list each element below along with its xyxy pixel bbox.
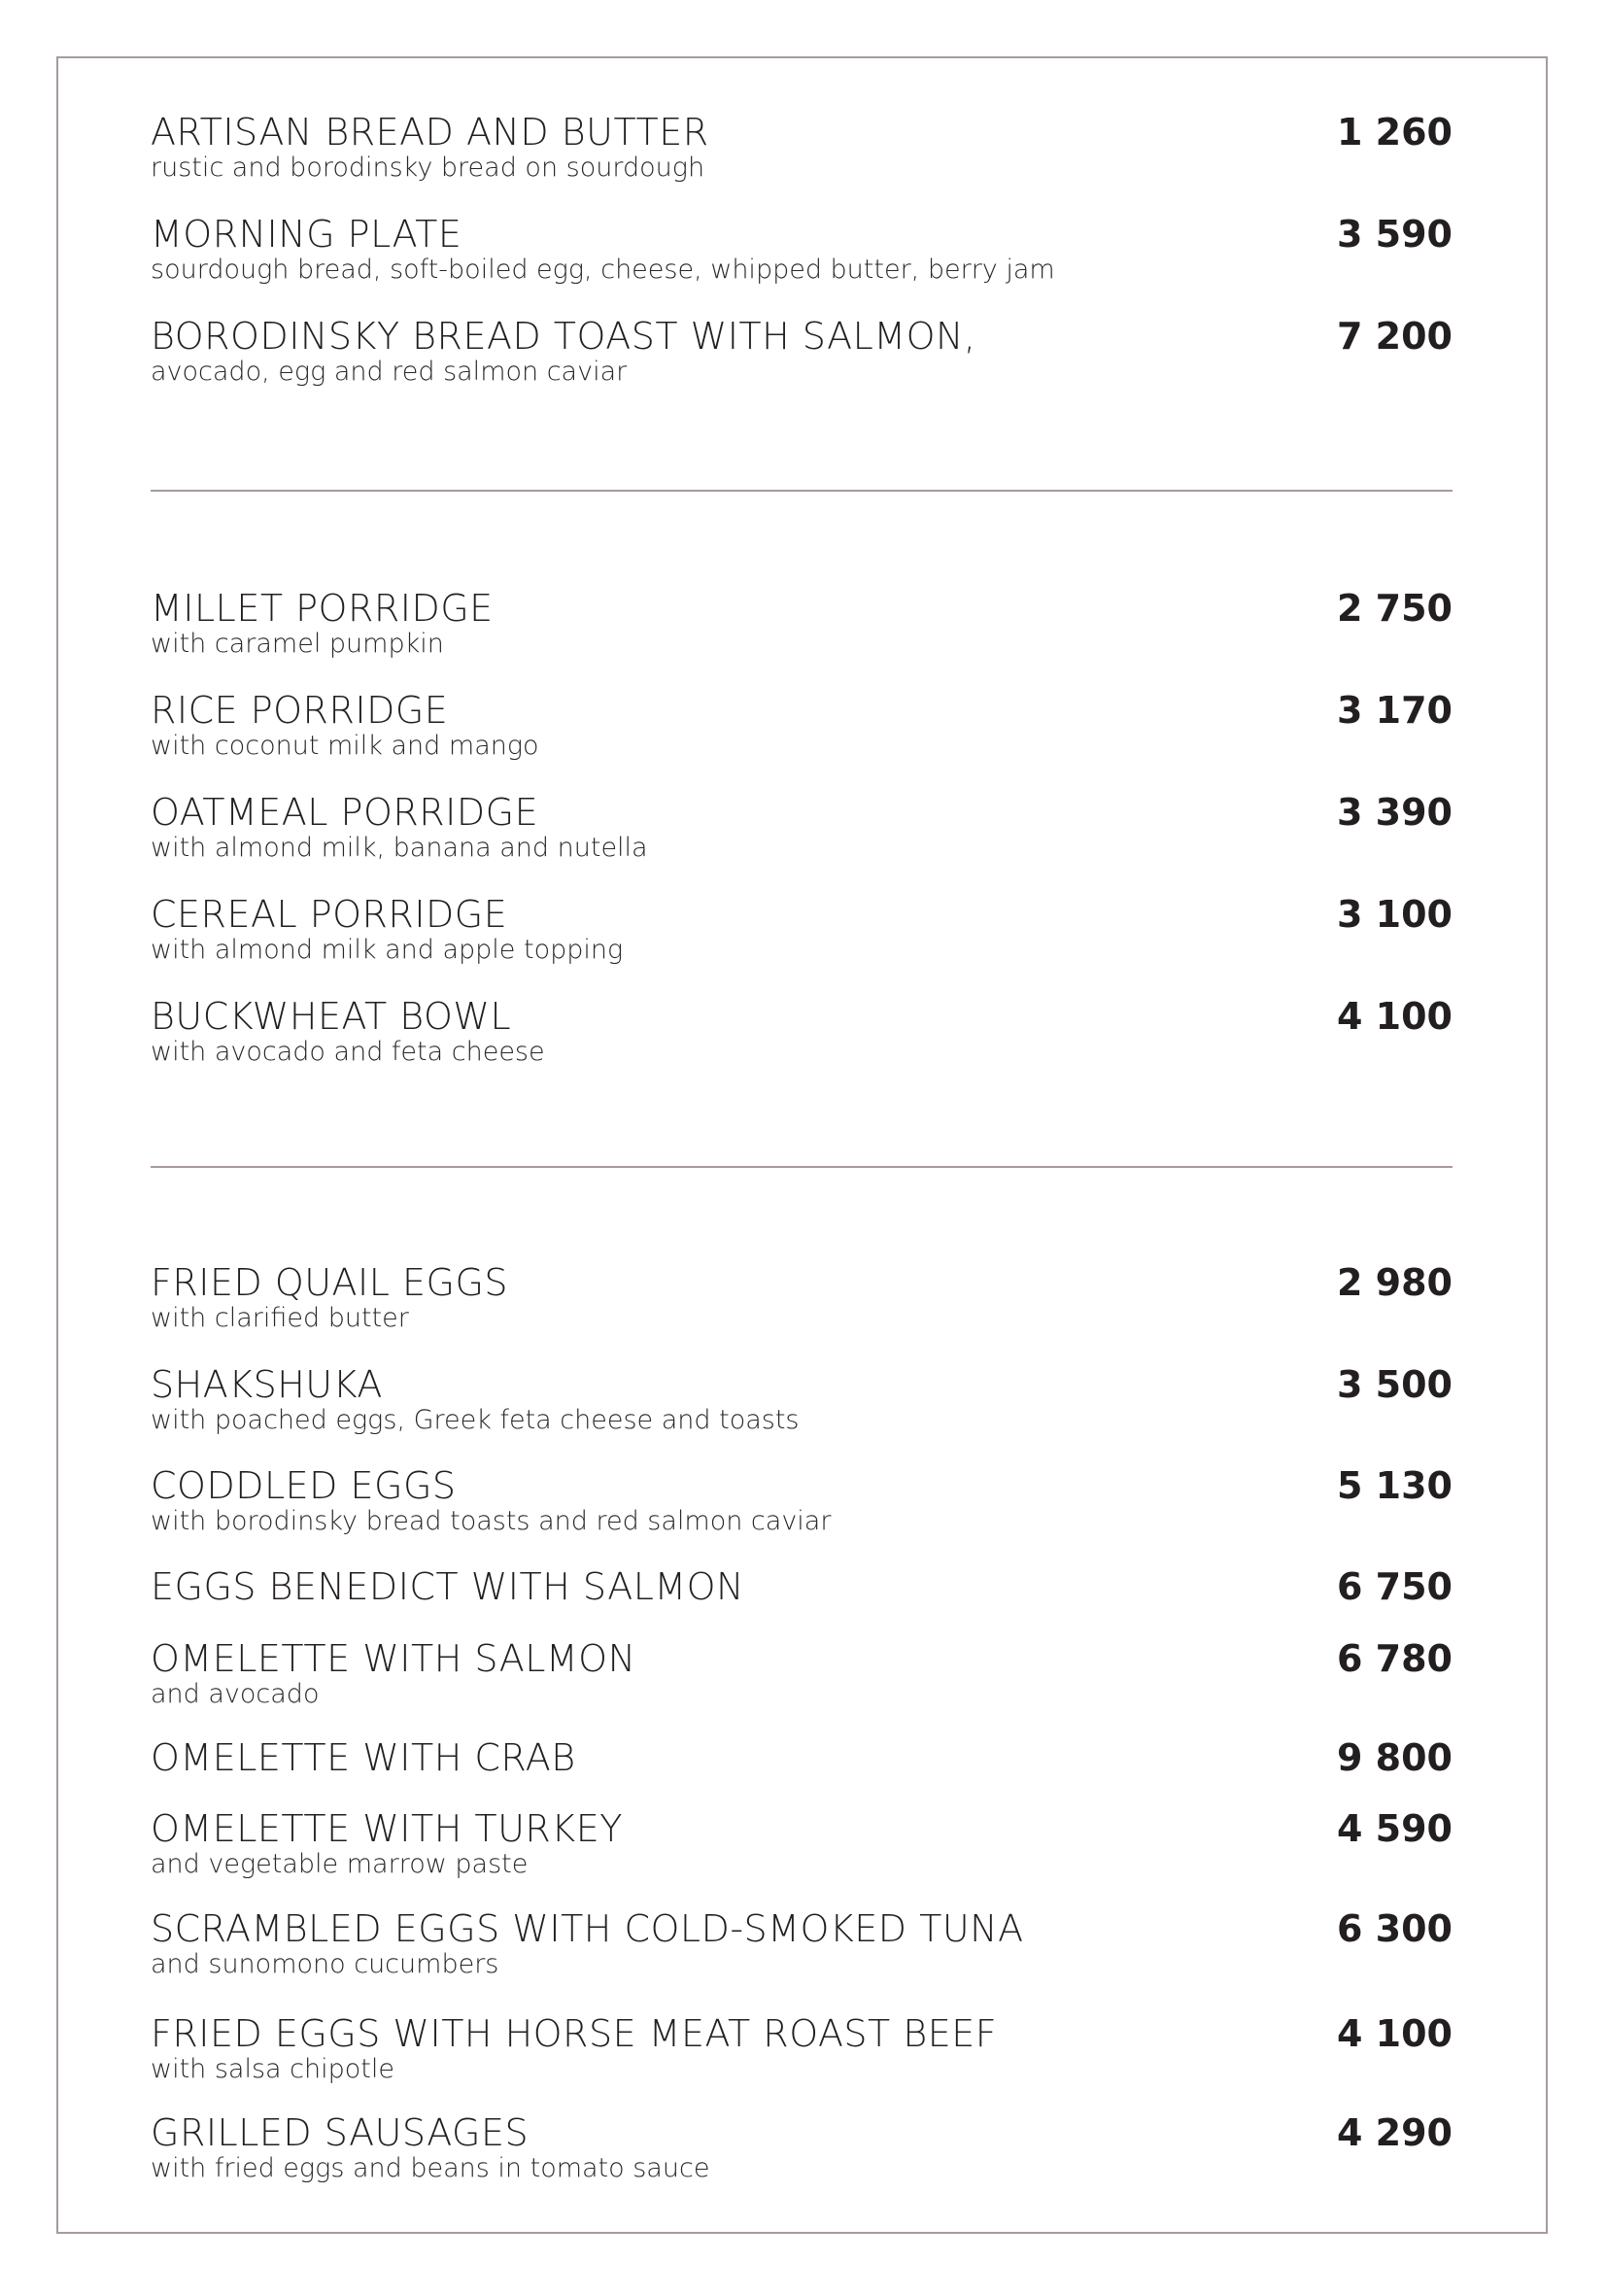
item-description: with avocado and feta cheese [151, 1037, 545, 1067]
item-price: 6 300 [1337, 1907, 1453, 1950]
item-price: 3 170 [1337, 689, 1453, 732]
item-description: and vegetable marrow paste [151, 1849, 529, 1879]
item-name: MILLET PORRIDGE [151, 587, 494, 630]
item-price: 4 290 [1337, 2111, 1453, 2154]
item-name: OMELETTE WITH CRAB [151, 1736, 576, 1779]
item-description: avocado, egg and red salmon caviar [151, 357, 628, 387]
item-name: OMELETTE WITH SALMON [151, 1637, 636, 1680]
item-name: OMELETTE WITH TURKEY [151, 1807, 623, 1850]
item-price: 4 590 [1337, 1807, 1453, 1850]
item-description: with poached eggs, Greek feta cheese and toasts [151, 1405, 800, 1435]
item-name: MORNING PLATE [151, 213, 462, 256]
item-name: CODDLED EGGS [151, 1464, 457, 1507]
item-description: with coconut milk and mango [151, 731, 539, 761]
item-description: with clarified butter [151, 1303, 409, 1333]
item-description: sourdough bread, soft-boiled egg, cheese, whipped butter, berry jam [151, 255, 1055, 285]
section-divider [151, 490, 1453, 492]
item-description: and sunomono cucumbers [151, 1949, 499, 1979]
item-price: 3 100 [1337, 893, 1453, 936]
item-description: with borodinsky bread toasts and red salmon caviar [151, 1506, 832, 1536]
item-description: with almond milk, banana and nutella [151, 833, 648, 863]
item-description: with almond milk and apple topping [151, 935, 624, 965]
item-description: and avocado [151, 1679, 320, 1709]
item-description: with salsa chipotle [151, 2054, 394, 2084]
item-price: 2 750 [1337, 587, 1453, 630]
item-price: 4 100 [1337, 995, 1453, 1038]
item-price: 6 780 [1337, 1637, 1453, 1680]
item-price: 2 980 [1337, 1261, 1453, 1304]
item-name: EGGS BENEDICT WITH SALMON [151, 1565, 744, 1608]
item-name: SHAKSHUKA [151, 1363, 383, 1406]
item-name: FRIED EGGS WITH HORSE MEAT ROAST BEEF [151, 2012, 998, 2055]
item-price: 3 590 [1337, 213, 1453, 256]
item-name: BUCKWHEAT BOWL [151, 995, 512, 1038]
item-name: SCRAMBLED EGGS WITH COLD-SMOKED TUNA [151, 1907, 1024, 1950]
item-price: 5 130 [1337, 1464, 1453, 1507]
item-price: 3 500 [1337, 1363, 1453, 1406]
item-name: OATMEAL PORRIDGE [151, 791, 539, 834]
item-name: ARTISAN BREAD AND BUTTER [151, 111, 709, 154]
item-name: BORODINSKY BREAD TOAST WITH SALMON, [151, 315, 976, 358]
item-name: RICE PORRIDGE [151, 689, 449, 732]
item-price: 3 390 [1337, 791, 1453, 834]
item-name: FRIED QUAIL EGGS [151, 1261, 509, 1304]
item-description: rustic and borodinsky bread on sourdough [151, 153, 705, 183]
item-price: 1 260 [1337, 111, 1453, 154]
item-name: GRILLED SAUSAGES [151, 2111, 530, 2154]
section-divider [151, 1166, 1453, 1168]
item-price: 7 200 [1337, 315, 1453, 358]
item-price: 6 750 [1337, 1565, 1453, 1608]
item-price: 4 100 [1337, 2012, 1453, 2055]
item-price: 9 800 [1337, 1736, 1453, 1779]
item-name: CEREAL PORRIDGE [151, 893, 508, 936]
item-description: with fried eggs and beans in tomato sauce [151, 2153, 710, 2183]
item-description: with caramel pumpkin [151, 629, 444, 659]
